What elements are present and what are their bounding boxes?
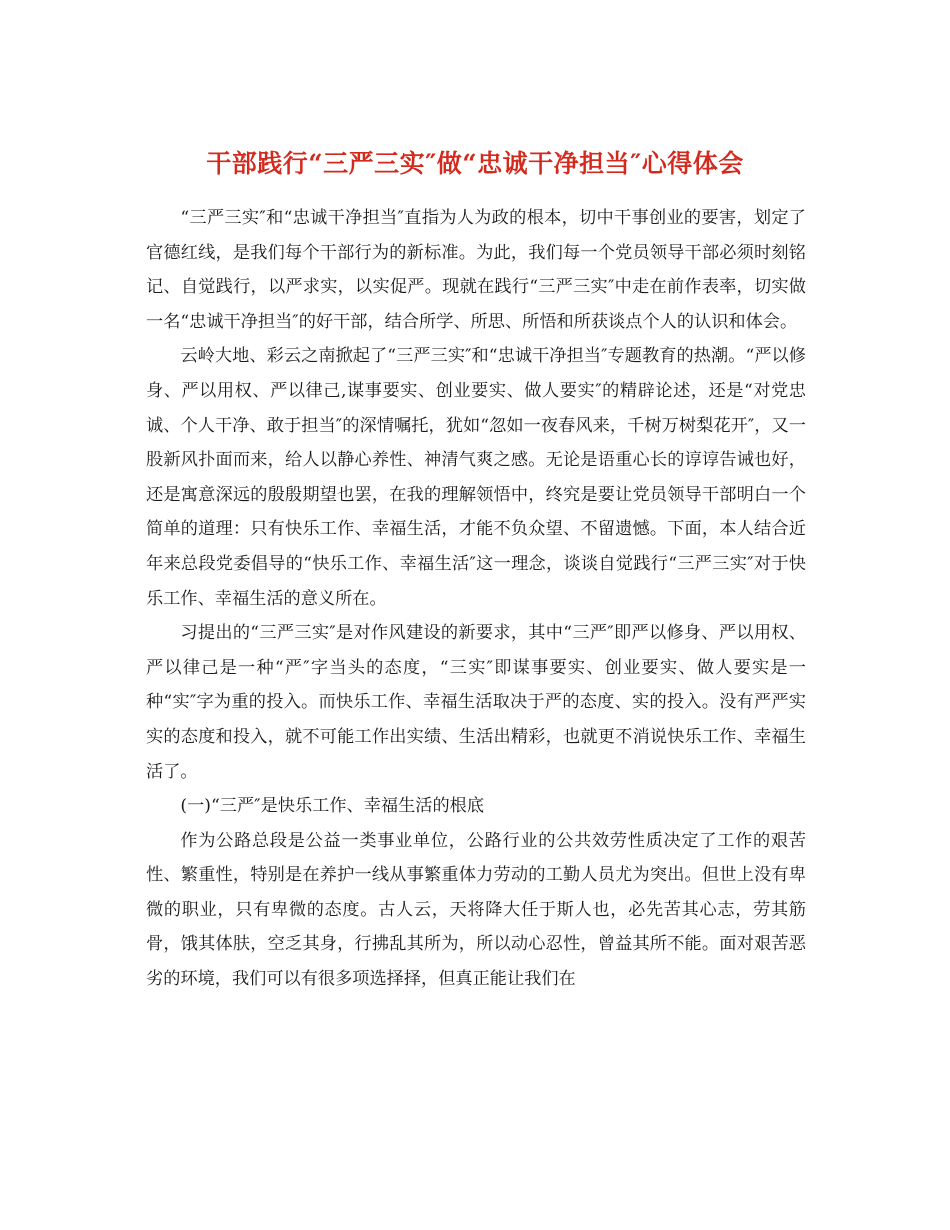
paragraph-intro: “三严三实″和“忠诚干净担当″直指为人为政的根本，切中干事创业的要害，划定了官德红线，是我们每个干部行为的新标准。为此，我们每一个党员领导干部必须时刻铭记、自觉践行，以严求实，以实促严。现就在践行“三严三实″中走在前作表率，切实做一名“忠诚干净担当″的好干部，结合所学、所思、所悟和所获谈点个人的认识和体会。 — [146, 208, 806, 332]
paragraph-section-one: 作为公路总段是公益一类事业单位，公路行业的公共效劳性质决定了工作的艰苦性、繁重性，特别是在养护一线从事繁重体力劳动的工勤人员尤为突出。但世上没有卑微的职业，只有卑微的态度。古人云，天将降大任于斯人也，必先苦其心志，劳其筋骨，饿其体肤，空乏其身，行拂乱其所为，所以动心忍性，曾益其所不能。面对艰苦恶劣的环境，我们可以有很多项选择择，但真正能让我们在 — [146, 830, 806, 990]
page-title: 干部践行“三严三实″做“忠诚干净担当″心得体会 — [206, 148, 744, 178]
document-body — [146, 201, 806, 997]
paragraph-campaign: 云岭大地、彩云之南掀起了“三严三实″和“忠诚干净担当″专题教育的热潮。“严以修身、严以用权、严以律己,谋事要实、创业要实、做人要实″的精辟论述，还是“对党忠诚、个人干净、敢于担当″的深情嘱托，犹如“忽如一夜春风来，千树万树梨花开″，又一股新风扑面而来，给人以静心养性、神清气爽之感。无论是语重心长的谆谆告诫也好，还是寓意深远的殷殷期望也罢，在我的理解领悟中，终究是要让党员领导干部明白一个简单的道理：只有快乐工作、幸福生活，才能不负众望、不留遗憾。下面，本人结合近年来总段党委倡导的“快乐工作、幸福生活″这一理念，谈谈自觉践行“三严三实″对于快乐工作、幸福生活的意义所在。 — [146, 346, 806, 609]
paragraph-three-strict: 习提出的“三严三实″是对作风建设的新要求，其中“三严″即严以修身、严以用权、严以律己是一种“严″字当头的态度，“三实″即谋事要实、创业要实、做人要实是一种“实″字为重的投入。而快乐工作、幸福生活取决于严的态度、实的投入。没有严严实实的态度和投入，就不可能工作出实绩、生活出精彩，也就更不消说快乐工作、幸福生活了。 — [146, 623, 806, 782]
section-heading: (一)“三严″是快乐工作、幸福生活的根底 — [180, 796, 485, 817]
